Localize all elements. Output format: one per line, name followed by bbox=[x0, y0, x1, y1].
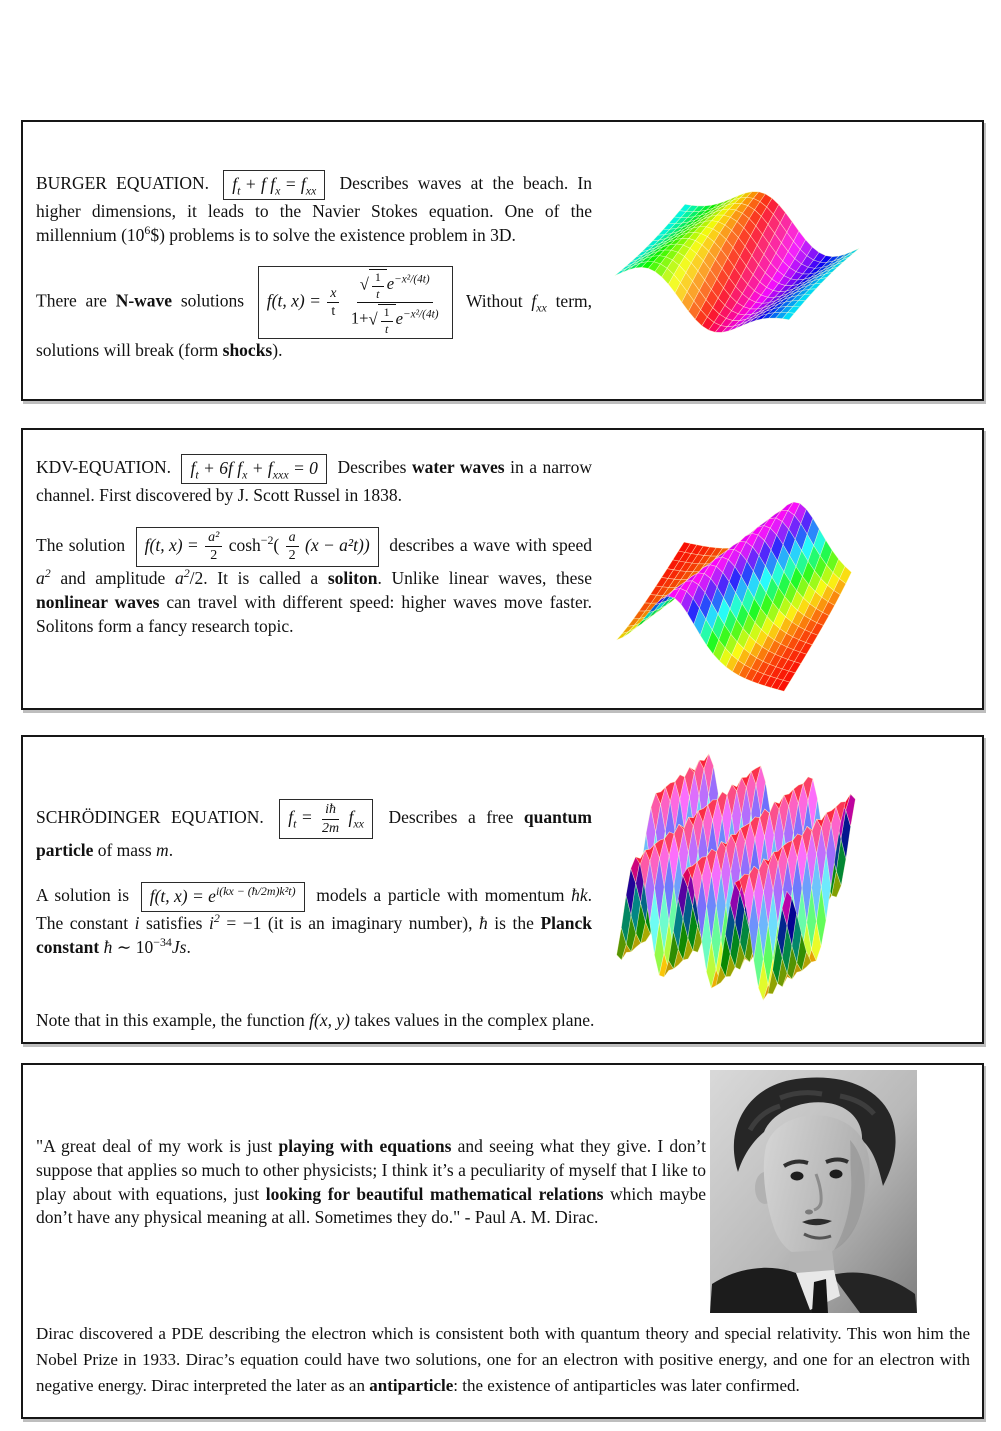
section-box-dirac bbox=[21, 1063, 984, 1419]
kdv-soliton-paragraph bbox=[36, 527, 592, 639]
kdv-intro-paragraph bbox=[36, 454, 592, 508]
left-eye bbox=[791, 1172, 804, 1181]
burger-intro-text: Describes waves at the beach. In higher dimensions, it leads to the Navier Stokes equation. One of the millennium $(10^6\$)$ problems is to solve the existence problem in 3D. bbox=[36, 172, 593, 245]
schrodinger-intro-paragraph bbox=[36, 799, 592, 863]
kdv-equation-box: $f_t + 6f$ $f_x + f_{xxx} = 0$ bbox=[181, 454, 326, 484]
sqrt-sign: √ bbox=[368, 309, 378, 329]
schrodinger-equation-box: $f_t$ = $\frac{iħ}{2m}$ $f_{xx}$ bbox=[279, 799, 373, 839]
planewave-lead-text: A solution is bbox=[36, 885, 136, 906]
fraction: $\frac{iħ}{2m}$ bbox=[322, 802, 340, 836]
soliton-tail-text: describes a wave with speed $a^2$ and amplitude $a^2/2$. It is called a soliton. Unlike linear waves, these nonlinear waves can travel with different speed: higher waves move faster. Solitons form a fancy research topic. bbox=[36, 534, 593, 636]
section-box-schrodinger bbox=[21, 735, 984, 1044]
dirac-photo bbox=[710, 1070, 917, 1313]
burger-equation-box: $f_t + f$ $f_x = f_{xx}$ bbox=[223, 170, 325, 200]
tie bbox=[812, 1279, 828, 1313]
burger-surface-plot bbox=[607, 166, 867, 358]
soliton-solution-box bbox=[136, 527, 379, 567]
fraction: $\frac{x}{t}$ bbox=[327, 286, 339, 320]
fraction: √ $\frac{1}{t}$ $e^{-x^2/(4t)}$ 1+√ $\frac{1}{t}$ $e^{-x^2/(4t)}$ bbox=[350, 270, 439, 336]
kdv-intro-text: Describes water waves in a narrow channel. First discovered by J. Scott Russel in 1838. bbox=[36, 456, 593, 505]
nostril bbox=[805, 1210, 813, 1215]
planewave-solution-box: f(t, $x) = e^{i(kx - (ħ/2m)k^2t)}$ bbox=[141, 882, 305, 912]
nwave-tail-text: Without $f_{xx}$ term, solutions will break (form shocks). bbox=[36, 290, 593, 360]
schrodinger-surface-plot bbox=[609, 747, 863, 1007]
nwave-lhs: f(t, x) = bbox=[266, 290, 326, 311]
nwave-lead-text: There are N-wave solutions bbox=[36, 290, 245, 311]
radicand bbox=[378, 304, 396, 336]
schrodinger-intro-text: Describes a free quantum particle of mass m. bbox=[36, 807, 592, 861]
burger-text-column bbox=[36, 170, 592, 363]
planewave-tail-text: models a particle with momentum ħk. The constant i satisfies $i^2 = -1$ (it is an imaginary number), ħ is the Planck constant ħ ∼ $10^{-34}Js$. bbox=[36, 885, 592, 957]
fraction: $\frac{\text{a²}}{2}$ bbox=[205, 530, 222, 564]
dirac-quote: "A great deal of my work is just playing with equations and seeing what they give. I don’t suppose that applies so much to other physicists; I think it’s a peculiarity of myself that I like to play about with equations, just looking for beautiful mathematical relations which maybe don’t have any physical meaning at all. Sometimes they do." - Paul A. M. Dirac. bbox=[36, 1136, 706, 1228]
soliton-lead-text: The solution bbox=[36, 534, 131, 555]
radicand bbox=[369, 269, 387, 301]
kdv-surface-plot bbox=[609, 470, 859, 696]
cosh-term: $\cosh^{-2}$( bbox=[228, 532, 280, 555]
burger-intro-paragraph bbox=[36, 170, 592, 247]
kdv-heading: KDV-EQUATION. bbox=[36, 456, 171, 477]
nwave-solution-box bbox=[258, 266, 453, 339]
fraction: $\frac{1}{t}$ bbox=[372, 271, 384, 301]
schrodinger-heading: SCHRÖDINGER EQUATION. bbox=[36, 807, 264, 828]
planewave-paragraph bbox=[36, 882, 592, 959]
right-eye bbox=[830, 1170, 843, 1179]
fraction: $\frac{a}{2}$ bbox=[286, 530, 299, 564]
soliton-lhs: f(t, x) = bbox=[144, 534, 204, 555]
soliton-argument: (x − a²t)) bbox=[305, 534, 370, 555]
dirac-quote-column bbox=[36, 1135, 706, 1230]
burger-nwave-paragraph bbox=[36, 266, 592, 362]
sqrt-sign: √ bbox=[359, 274, 369, 294]
complex-plane-note: Note that in this example, the function f(x, y) takes values in the complex plane. bbox=[36, 1010, 595, 1031]
section-box-kdv bbox=[21, 428, 984, 710]
section-box-burger bbox=[21, 120, 984, 401]
dirac-bottom-column bbox=[36, 1321, 970, 1398]
schrodinger-text-column bbox=[36, 799, 592, 960]
kdv-text-column bbox=[36, 454, 592, 638]
fraction: $\frac{1}{t}$ bbox=[381, 306, 393, 336]
dirac-bottom-paragraph: Dirac discovered a PDE describing the electron which is consistent both with quantum theory and special relativity. This won him the Nobel Prize in 1933. Dirac’s equation could have two solutions, one for an electron with positive energy, and one for an electron with negative energy. Dirac interpreted the later as an antiparticle: the existence of antiparticles was later confirmed. bbox=[36, 1324, 970, 1395]
burger-heading: BURGER EQUATION. bbox=[36, 172, 210, 193]
